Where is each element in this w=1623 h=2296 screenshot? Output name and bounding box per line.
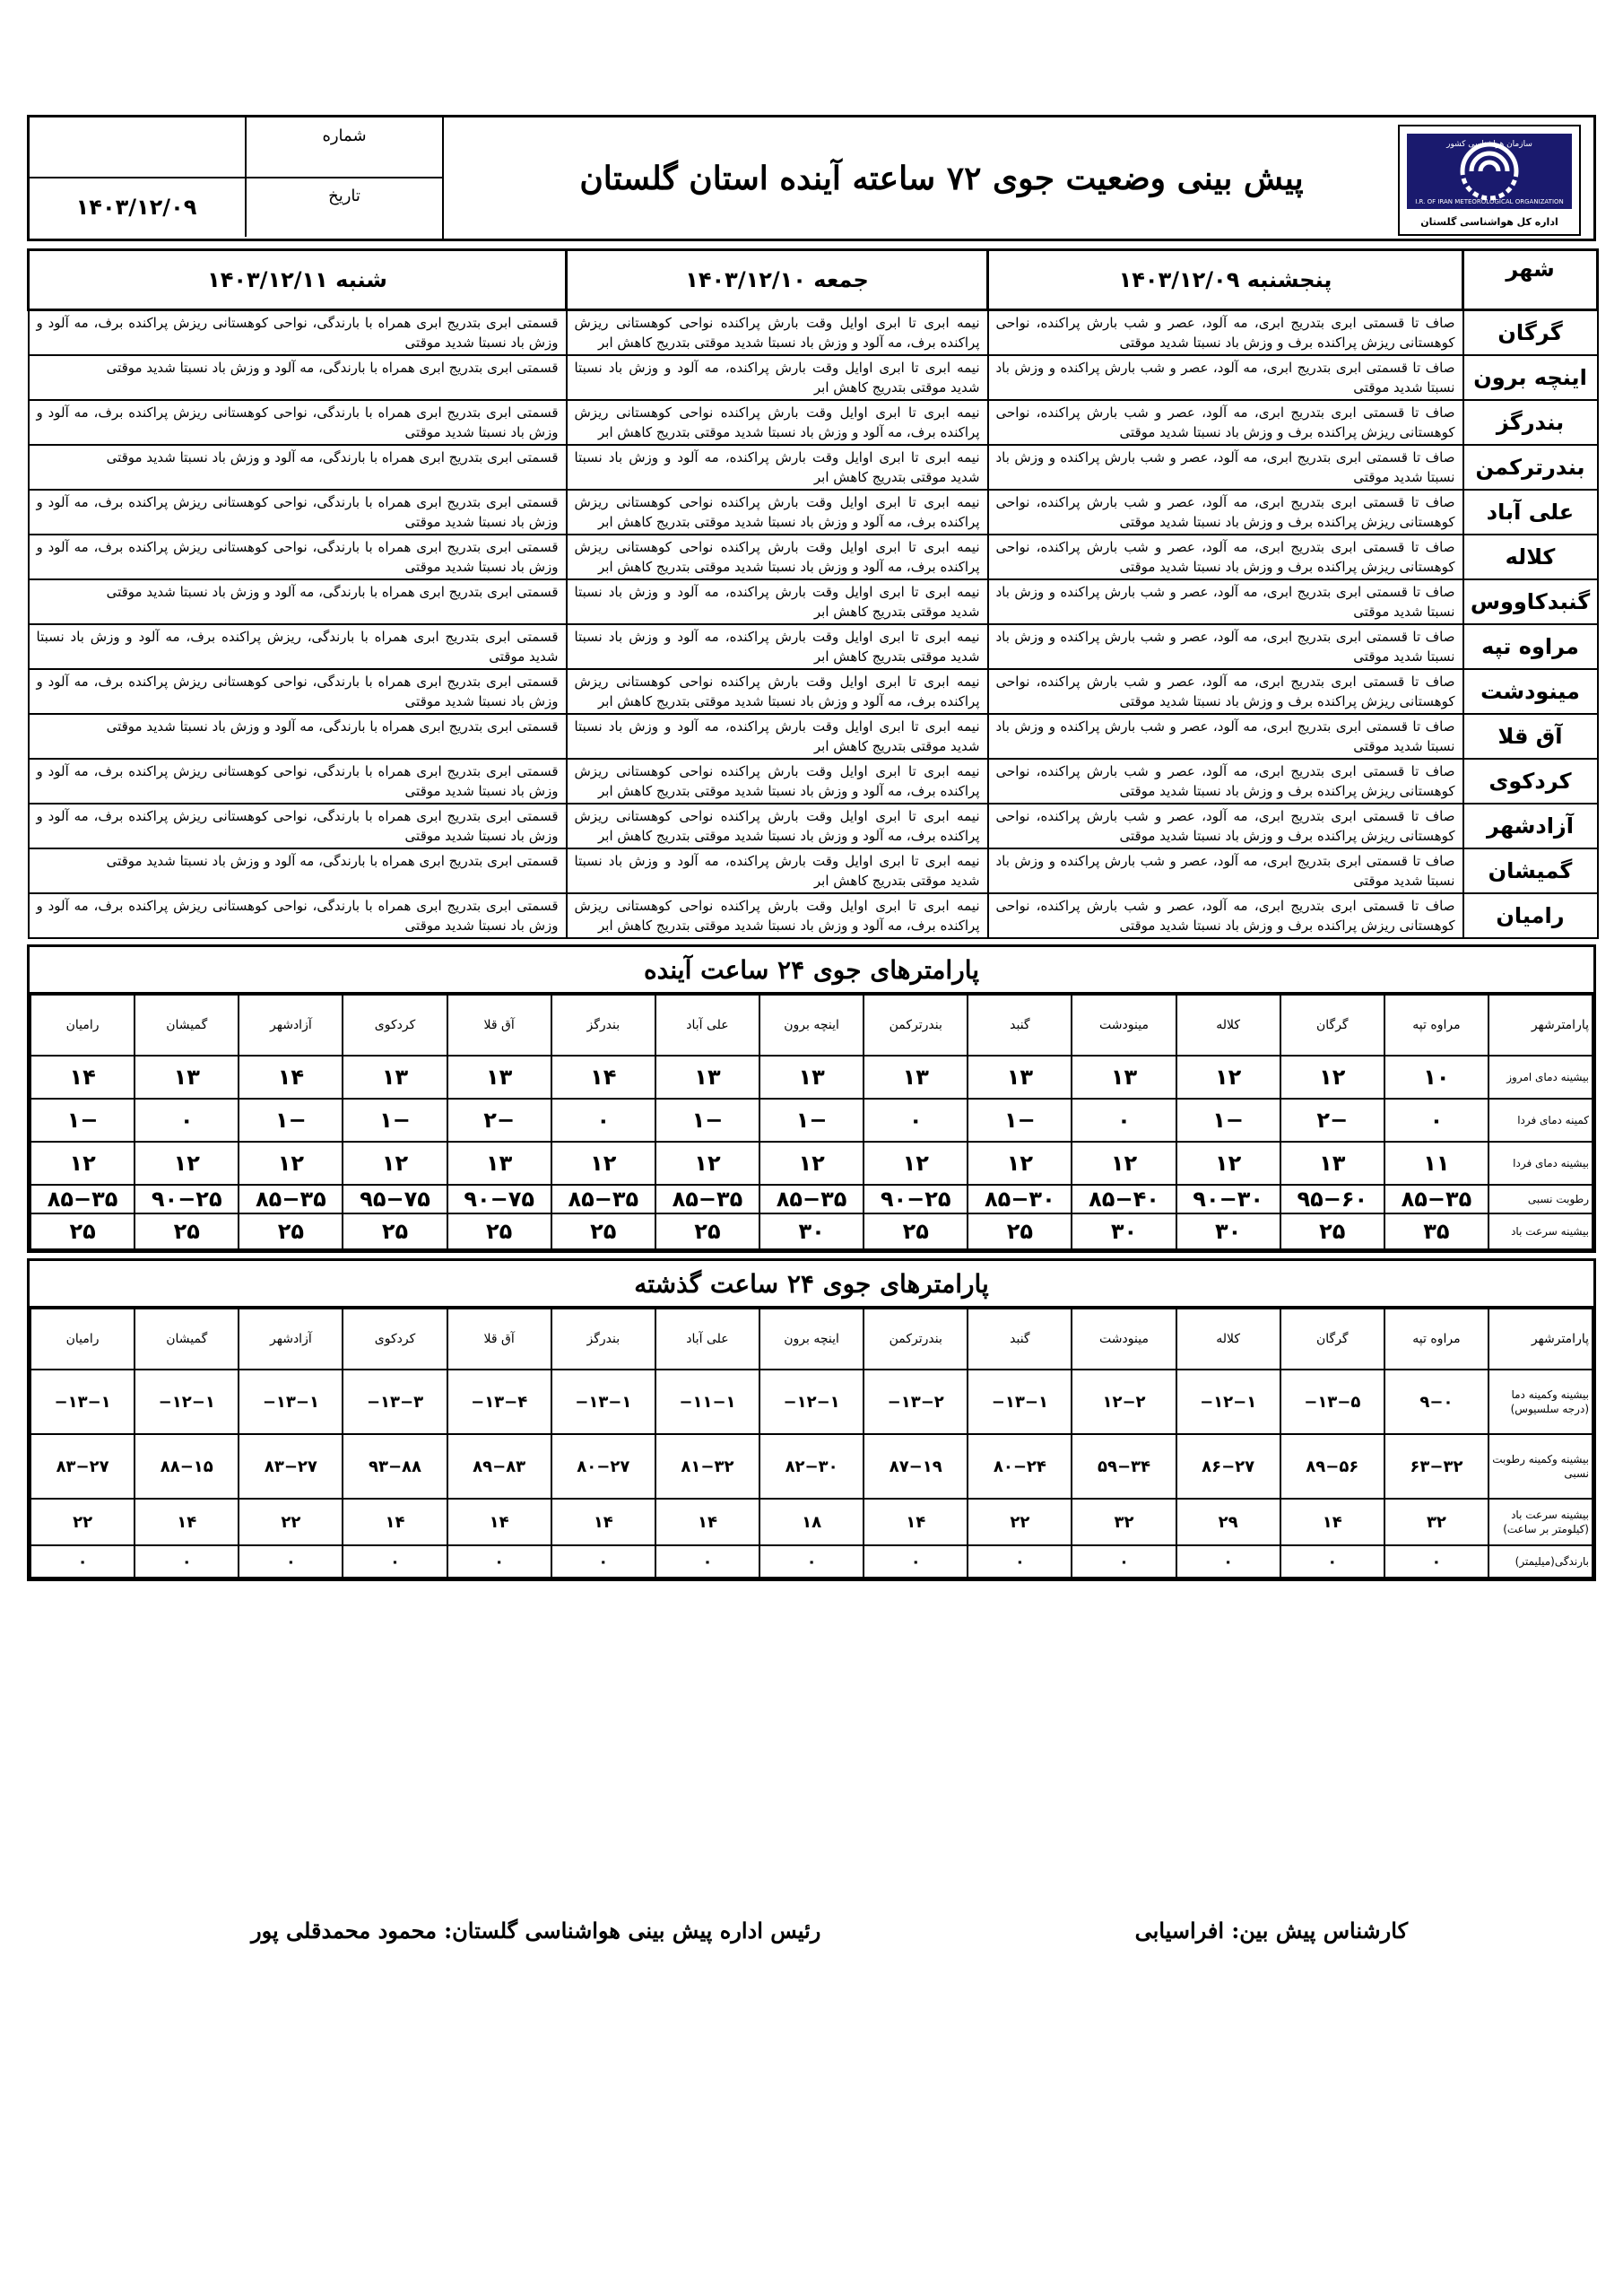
city-name: رامیان	[1463, 893, 1598, 938]
param-corner-label: پارامترشهر	[1488, 995, 1593, 1056]
param-value: ۱۴	[551, 1056, 655, 1099]
param-city-header: گرگان	[1280, 1309, 1384, 1370]
param-value: −۱	[968, 1099, 1072, 1142]
param-city-header: مینودشت	[1072, 1309, 1176, 1370]
param-value: ۹−۰	[1384, 1370, 1488, 1434]
param-value: ۹۵−۶۰	[1280, 1185, 1384, 1213]
day-header-1: پنجشنبه ۱۴۰۳/۱۲/۰۹	[988, 250, 1463, 310]
city-name: آزادشهر	[1463, 804, 1598, 848]
doc-meta	[30, 117, 444, 239]
param-value: ۱۲−۱−	[759, 1370, 864, 1434]
past24-section	[27, 1258, 1596, 1581]
param-city-header: گنبد	[968, 995, 1072, 1056]
forecaster-name: کارشناس پیش بین: افراسیابی	[1134, 1918, 1408, 1944]
param-value: ۱۰	[1384, 1056, 1488, 1099]
param-value: ۱۳	[1072, 1056, 1176, 1099]
param-value: ۱۲	[968, 1142, 1072, 1185]
param-value: ۰	[447, 1545, 551, 1578]
param-value: ۲۵	[135, 1213, 239, 1249]
param-value: −۲	[447, 1099, 551, 1142]
param-value: ۸۱−۳۲	[655, 1434, 759, 1499]
forecast-day2: نیمه ابری تا ابری اوایل وقت بارش پراکنده نواحی کوهستانی ریزش پراکنده برف، مه آلود و وزش باد نسبتا شدید موقتی بتدریج کاهش ابر	[567, 400, 988, 445]
param-label: بیشینه سرعت باد (کیلومتر بر ساعت)	[1488, 1499, 1593, 1545]
param-value: ۱۲	[759, 1142, 864, 1185]
param-city-header: اینچه برون	[759, 995, 864, 1056]
forecast-row	[29, 804, 1598, 848]
forecast-day1: صاف تا قسمتی ابری بتدریج ابری، مه آلود، عصر و شب بارش پراکنده و وزش باد نسبتا شدید موقتی	[988, 624, 1463, 669]
param-value: ۱۳−۱−	[30, 1370, 135, 1434]
param-value: ۱۳	[135, 1056, 239, 1099]
param-value: ۹۰−۳۰	[1176, 1185, 1280, 1213]
forecast-day1: صاف تا قسمتی ابری بتدریج ابری، مه آلود، عصر و شب بارش پراکنده و وزش باد نسبتا شدید موقتی	[988, 848, 1463, 893]
forecast-day3: قسمتی ابری بتدریج ابری همراه با بارندگی، نواحی کوهستانی ریزش پراکنده برف، مه آلود و وزش باد نسبتا شدید موقتی	[29, 535, 567, 579]
param-label: بیشینه دمای امروز	[1488, 1056, 1593, 1099]
param-value: ۳۰	[1176, 1213, 1280, 1249]
param-value: ۱۴	[239, 1056, 343, 1099]
forecast-day2: نیمه ابری تا ابری اوایل وقت بارش پراکنده، مه آلود و وزش باد نسبتا شدید موقتی بتدریج کاهش ابر	[567, 624, 988, 669]
param-value: ۱۳−۱−	[239, 1370, 343, 1434]
param-value: ۲۵	[1280, 1213, 1384, 1249]
param-value: ۱۴	[1280, 1499, 1384, 1545]
param-value: ۰	[759, 1545, 864, 1578]
param-value: ۱۲−۱−	[135, 1370, 239, 1434]
param-value: ۸۵−۴۰	[1072, 1185, 1176, 1213]
param-value: ۸۵−۳۵	[759, 1185, 864, 1213]
param-value: ۲۵	[30, 1213, 135, 1249]
param-value: ۱۱	[1384, 1142, 1488, 1185]
param-city-header: بندرگز	[551, 995, 655, 1056]
param-value: −۱	[30, 1099, 135, 1142]
param-value: ۱۳	[655, 1056, 759, 1099]
page-header	[27, 115, 1596, 241]
param-city-header: آق قلا	[447, 1309, 551, 1370]
param-city-header: آزادشهر	[239, 1309, 343, 1370]
date-label: تاریخ	[245, 178, 442, 237]
param-value: ۸۷−۱۹	[864, 1434, 968, 1499]
forecast-row	[29, 759, 1598, 804]
param-row	[30, 1099, 1593, 1142]
param-value: ۱۱−۱−	[655, 1370, 759, 1434]
param-value: ۸۳−۲۷	[239, 1434, 343, 1499]
param-value: ۰	[864, 1545, 968, 1578]
forecast-day3: قسمتی ابری بتدریج ابری همراه با بارندگی، مه آلود و وزش باد نسبتا شدید موقتی	[29, 445, 567, 490]
param-row	[30, 1370, 1593, 1434]
param-value: ۲۵	[239, 1213, 343, 1249]
forecast-row	[29, 355, 1598, 400]
param-value: ۸۰−۲۴	[968, 1434, 1072, 1499]
forecast-day1: صاف تا قسمتی ابری بتدریج ابری، مه آلود، عصر و شب بارش پراکنده و وزش باد نسبتا شدید موقتی	[988, 445, 1463, 490]
param-label: بیشینه وکمینه دما (درجه سلسیوس)	[1488, 1370, 1593, 1434]
forecast-day2: نیمه ابری تا ابری اوایل وقت بارش پراکنده، مه آلود و وزش باد نسبتا شدید موقتی بتدریج کاهش ابر	[567, 355, 988, 400]
param-value: ۱۳	[968, 1056, 1072, 1099]
param-value: ۳۵	[1384, 1213, 1488, 1249]
param-label: بیشینه دمای فردا	[1488, 1142, 1593, 1185]
param-value: ۱۳	[447, 1056, 551, 1099]
param-city-header: بندرترکمن	[864, 1309, 968, 1370]
forecast-day1: صاف تا قسمتی ابری بتدریج ابری، مه آلود، عصر و شب بارش پراکنده، نواحی کوهستانی ریزش پراکنده برف و وزش باد نسبتا شدید موقتی	[988, 400, 1463, 445]
param-city-header: کلاله	[1176, 1309, 1280, 1370]
param-value: ۸۸−۱۵	[135, 1434, 239, 1499]
param-value: ۱۴	[447, 1499, 551, 1545]
param-value: −۱	[343, 1099, 447, 1142]
city-name: بندرگز	[1463, 400, 1598, 445]
day-header-3: شنبه ۱۴۰۳/۱۲/۱۱	[29, 250, 567, 310]
param-value: ۳۲	[1384, 1499, 1488, 1545]
param-city-header: آزادشهر	[239, 995, 343, 1056]
param-value: ۱۴	[30, 1056, 135, 1099]
svg-text:سازمان هواشناسی کشور: سازمان هواشناسی کشور	[1446, 140, 1532, 149]
param-value: ۲۵	[551, 1213, 655, 1249]
param-value: ۱۲	[551, 1142, 655, 1185]
param-city-header: علی آباد	[655, 995, 759, 1056]
param-value: −۱	[1176, 1099, 1280, 1142]
forecast-day3: قسمتی ابری بتدریج ابری همراه با بارندگی، مه آلود و وزش باد نسبتا شدید موقتی	[29, 355, 567, 400]
param-city-header: مراوه تپه	[1384, 1309, 1488, 1370]
forecast-day2: نیمه ابری تا ابری اوایل وقت بارش پراکنده، مه آلود و وزش باد نسبتا شدید موقتی بتدریج کاهش ابر	[567, 445, 988, 490]
param-city-header: گمیشان	[135, 1309, 239, 1370]
param-value: −۱	[239, 1099, 343, 1142]
forecast-row	[29, 848, 1598, 893]
param-value: ۱۲	[1176, 1056, 1280, 1099]
param-value: ۱۲	[655, 1142, 759, 1185]
forecast-day1: صاف تا قسمتی ابری بتدریج ابری، مه آلود، عصر و شب بارش پراکنده، نواحی کوهستانی ریزش پراکنده برف و وزش باد نسبتا شدید موقتی	[988, 490, 1463, 535]
param-city-header: آق قلا	[447, 995, 551, 1056]
param-value: ۰	[343, 1545, 447, 1578]
number-value	[30, 117, 243, 177]
city-name: کلاله	[1463, 535, 1598, 579]
param-city-header: بندرترکمن	[864, 995, 968, 1056]
forecast-day2: نیمه ابری تا ابری اوایل وقت بارش پراکنده نواحی کوهستانی ریزش پراکنده برف، مه آلود و وزش باد نسبتا شدید موقتی بتدریج کاهش ابر	[567, 310, 988, 356]
page-footer	[27, 1918, 1596, 1962]
forecast-day3: قسمتی ابری بتدریج ابری همراه با بارندگی، نواحی کوهستانی ریزش پراکنده برف، مه آلود و وزش باد نسبتا شدید موقتی	[29, 490, 567, 535]
param-value: ۲۵	[343, 1213, 447, 1249]
param-value: ۱۳	[1280, 1142, 1384, 1185]
param-value: ۳۰	[759, 1213, 864, 1249]
param-value: ۲۲	[968, 1499, 1072, 1545]
param-city-header: مینودشت	[1072, 995, 1176, 1056]
param-value: ۲۵	[968, 1213, 1072, 1249]
param-value: −۱	[759, 1099, 864, 1142]
param-row	[30, 1185, 1593, 1213]
param-value: ۸۵−۳۵	[551, 1185, 655, 1213]
param-value: ۱۳	[759, 1056, 864, 1099]
forecast-day3: قسمتی ابری بتدریج ابری همراه با بارندگی، نواحی کوهستانی ریزش پراکنده برف، مه آلود و وزش باد نسبتا شدید موقتی	[29, 669, 567, 714]
param-value: ۹۰−۷۵	[447, 1185, 551, 1213]
forecast-row	[29, 579, 1598, 624]
forecast-day3: قسمتی ابری بتدریج ابری همراه با بارندگی، مه آلود و وزش باد نسبتا شدید موقتی	[29, 848, 567, 893]
city-name: اینچه برون	[1463, 355, 1598, 400]
forecast-day3: قسمتی ابری بتدریج ابری همراه با بارندگی، مه آلود و وزش باد نسبتا شدید موقتی	[29, 579, 567, 624]
param-value: ۱۴	[864, 1499, 968, 1545]
param-value: ۸۵−۳۵	[239, 1185, 343, 1213]
param-value: ۱۲	[1280, 1056, 1384, 1099]
param-label: بیشینه وکمینه رطوبت نسبی	[1488, 1434, 1593, 1499]
param-value: ۸۶−۲۷	[1176, 1434, 1280, 1499]
param-row	[30, 1434, 1593, 1499]
param-city-header: گرگان	[1280, 995, 1384, 1056]
param-value: ۱۳−۱−	[551, 1370, 655, 1434]
param-value: ۱۳−۴−	[447, 1370, 551, 1434]
param-value: ۸۰−۲۷	[551, 1434, 655, 1499]
param-value: −۱	[655, 1099, 759, 1142]
forecast-day2: نیمه ابری تا ابری اوایل وقت بارش پراکنده، مه آلود و وزش باد نسبتا شدید موقتی بتدریج کاهش ابر	[567, 579, 988, 624]
param-value: ۱۲	[343, 1142, 447, 1185]
param-value: ۸۵−۳۵	[655, 1185, 759, 1213]
forecast-row	[29, 445, 1598, 490]
param-value: ۹۰−۲۵	[864, 1185, 968, 1213]
param-value: ۶۳−۳۲	[1384, 1434, 1488, 1499]
forecast-day1: صاف تا قسمتی ابری بتدریج ابری، مه آلود، عصر و شب بارش پراکنده و وزش باد نسبتا شدید موقتی	[988, 355, 1463, 400]
forecast-day3: قسمتی ابری بتدریج ابری همراه با بارندگی، نواحی کوهستانی ریزش پراکنده برف، مه آلود و وزش باد نسبتا شدید موقتی	[29, 400, 567, 445]
param-row	[30, 1056, 1593, 1099]
param-value: ۱۳−۱−	[968, 1370, 1072, 1434]
param-value: ۸۹−۸۳	[447, 1434, 551, 1499]
param-value: ۰	[551, 1545, 655, 1578]
param-value: ۱۸	[759, 1499, 864, 1545]
param-city-header: علی آباد	[655, 1309, 759, 1370]
forecast-day3: قسمتی ابری بتدریج ابری همراه با بارندگی، مه آلود و وزش باد نسبتا شدید موقتی	[29, 714, 567, 759]
param-value: ۵۹−۳۴	[1072, 1434, 1176, 1499]
param-value: ۱۳	[447, 1142, 551, 1185]
city-name: گمیشان	[1463, 848, 1598, 893]
param-value: ۱۴	[551, 1499, 655, 1545]
forecast-header-row	[29, 250, 1598, 310]
param-city-header: کردکوی	[343, 1309, 447, 1370]
param-city-header: اینچه برون	[759, 1309, 864, 1370]
city-name: کردکوی	[1463, 759, 1598, 804]
forecast-day2: نیمه ابری تا ابری اوایل وقت بارش پراکنده، مه آلود و وزش باد نسبتا شدید موقتی بتدریج کاهش ابر	[567, 714, 988, 759]
param-value: ۰	[864, 1099, 968, 1142]
forecast-row	[29, 310, 1598, 356]
forecast-row	[29, 669, 1598, 714]
param-value: ۰	[551, 1099, 655, 1142]
number-label: شماره	[245, 117, 442, 177]
forecast-row	[29, 490, 1598, 535]
param-header-row	[30, 995, 1593, 1056]
param-value: ۰	[1384, 1099, 1488, 1142]
forecast-day1: صاف تا قسمتی ابری بتدریج ابری، مه آلود، عصر و شب بارش پراکنده و وزش باد نسبتا شدید موقتی	[988, 714, 1463, 759]
param-value: ۰	[1072, 1099, 1176, 1142]
forecast-day3: قسمتی ابری بتدریج ابری همراه با بارندگی، نواحی کوهستانی ریزش پراکنده برف، مه آلود و وزش باد نسبتا شدید موقتی	[29, 310, 567, 356]
param-header-row	[30, 1309, 1593, 1370]
forecast-day1: صاف تا قسمتی ابری بتدریج ابری، مه آلود، عصر و شب بارش پراکنده و وزش باد نسبتا شدید موقتی	[988, 579, 1463, 624]
forecast-day3: قسمتی ابری بتدریج ابری همراه با بارندگی، نواحی کوهستانی ریزش پراکنده برف، مه آلود و وزش باد نسبتا شدید موقتی	[29, 893, 567, 938]
param-value: ۱۲	[239, 1142, 343, 1185]
param-value: ۰	[655, 1545, 759, 1578]
city-name: مراوه تپه	[1463, 624, 1598, 669]
forecast-day2: نیمه ابری تا ابری اوایل وقت بارش پراکنده نواحی کوهستانی ریزش پراکنده برف، مه آلود و وزش باد نسبتا شدید موقتی بتدریج کاهش ابر	[567, 804, 988, 848]
forecast-day3: قسمتی ابری بتدریج ابری همراه با بارندگی، ریزش پراکنده برف، مه آلود و وزش باد نسبتا شدید موقتی	[29, 624, 567, 669]
param-row	[30, 1545, 1593, 1578]
param-value: −۲	[1280, 1099, 1384, 1142]
city-name: بندرترکمن	[1463, 445, 1598, 490]
param-value: ۹۵−۷۵	[343, 1185, 447, 1213]
param-value: ۱۴	[343, 1499, 447, 1545]
param-value: ۰	[239, 1545, 343, 1578]
forecast-day1: صاف تا قسمتی ابری بتدریج ابری، مه آلود، عصر و شب بارش پراکنده، نواحی کوهستانی ریزش پراکنده برف و وزش باد نسبتا شدید موقتی	[988, 310, 1463, 356]
forecast-day2: نیمه ابری تا ابری اوایل وقت بارش پراکنده نواحی کوهستانی ریزش پراکنده برف، مه آلود و وزش باد نسبتا شدید موقتی بتدریج کاهش ابر	[567, 535, 988, 579]
city-name: گنبدکاووس	[1463, 579, 1598, 624]
next24-title: پارامترهای جوی ۲۴ ساعت آینده	[30, 947, 1593, 994]
param-label: بارندگی(میلیمتر)	[1488, 1545, 1593, 1578]
forecast-day2: نیمه ابری تا ابری اوایل وقت بارش پراکنده نواحی کوهستانی ریزش پراکنده برف، مه آلود و وزش باد نسبتا شدید موقتی بتدریج کاهش ابر	[567, 490, 988, 535]
param-city-header: مراوه تپه	[1384, 995, 1488, 1056]
param-city-header: بندرگز	[551, 1309, 655, 1370]
date-value: ۱۴۰۳/۱۲/۰۹	[75, 195, 197, 220]
forecast-day1: صاف تا قسمتی ابری بتدریج ابری، مه آلود، عصر و شب بارش پراکنده، نواحی کوهستانی ریزش پراکنده برف و وزش باد نسبتا شدید موقتی	[988, 804, 1463, 848]
past24-title: پارامترهای جوی ۲۴ ساعت گذشته	[30, 1261, 1593, 1308]
param-value: ۰	[1384, 1545, 1488, 1578]
forecast-day1: صاف تا قسمتی ابری بتدریج ابری، مه آلود، عصر و شب بارش پراکنده، نواحی کوهستانی ریزش پراکنده برف و وزش باد نسبتا شدید موقتی	[988, 893, 1463, 938]
forecast-day3: قسمتی ابری بتدریج ابری همراه با بارندگی، نواحی کوهستانی ریزش پراکنده برف، مه آلود و وزش باد نسبتا شدید موقتی	[29, 759, 567, 804]
forecast-day1: صاف تا قسمتی ابری بتدریج ابری، مه آلود، عصر و شب بارش پراکنده، نواحی کوهستانی ریزش پراکنده برف و وزش باد نسبتا شدید موقتی	[988, 535, 1463, 579]
param-value: ۱۲	[30, 1142, 135, 1185]
param-city-header: کردکوی	[343, 995, 447, 1056]
param-value: ۰	[135, 1099, 239, 1142]
param-value: ۱۲	[1176, 1142, 1280, 1185]
forecast-row	[29, 893, 1598, 938]
param-value: ۲۲	[239, 1499, 343, 1545]
forecast-row	[29, 624, 1598, 669]
organization-logo	[1398, 125, 1581, 236]
city-name: مینودشت	[1463, 669, 1598, 714]
forecast-day2: نیمه ابری تا ابری اوایل وقت بارش پراکنده نواحی کوهستانی ریزش پراکنده برف، مه آلود و وزش باد نسبتا شدید موقتی بتدریج کاهش ابر	[567, 669, 988, 714]
param-value: ۰	[30, 1545, 135, 1578]
param-city-header: رامیان	[30, 1309, 135, 1370]
page-title: پیش بینی وضعیت جوی ۷۲ ساعته آینده استان گلستان	[579, 159, 1304, 197]
param-value: ۹۰−۲۵	[135, 1185, 239, 1213]
param-value: ۲۵	[447, 1213, 551, 1249]
forecast-day2: نیمه ابری تا ابری اوایل وقت بارش پراکنده نواحی کوهستانی ریزش پراکنده برف، مه آلود و وزش باد نسبتا شدید موقتی بتدریج کاهش ابر	[567, 759, 988, 804]
param-value: ۸۹−۵۶	[1280, 1434, 1384, 1499]
param-label: بیشینه سرعت باد	[1488, 1213, 1593, 1249]
next24-table	[30, 994, 1593, 1250]
param-value: ۱۳−۳−	[343, 1370, 447, 1434]
forecast-page	[27, 115, 1596, 1581]
forecast-day2: نیمه ابری تا ابری اوایل وقت بارش پراکنده نواحی کوهستانی ریزش پراکنده برف، مه آلود و وزش باد نسبتا شدید موقتی بتدریج کاهش ابر	[567, 893, 988, 938]
param-city-header: گمیشان	[135, 995, 239, 1056]
param-row	[30, 1142, 1593, 1185]
city-name: گرگان	[1463, 310, 1598, 356]
param-row	[30, 1499, 1593, 1545]
param-label: کمینه دمای فردا	[1488, 1099, 1593, 1142]
param-value: ۱۲	[135, 1142, 239, 1185]
forecast-row	[29, 714, 1598, 759]
param-value: ۱۴	[655, 1499, 759, 1545]
param-value: ۱۲−۱−	[1176, 1370, 1280, 1434]
param-value: ۸۵−۳۵	[30, 1185, 135, 1213]
forecast-row	[29, 535, 1598, 579]
past24-table	[30, 1308, 1593, 1578]
forecast-row	[29, 400, 1598, 445]
param-city-header: رامیان	[30, 995, 135, 1056]
param-value: ۸۳−۲۷	[30, 1434, 135, 1499]
param-value: ۱۳	[343, 1056, 447, 1099]
param-city-header: گنبد	[968, 1309, 1072, 1370]
param-value: ۱۳−۲−	[864, 1370, 968, 1434]
param-value: ۲۵	[864, 1213, 968, 1249]
param-value: ۱۳−۵−	[1280, 1370, 1384, 1434]
forecast-table	[27, 248, 1599, 939]
forecast-day1: صاف تا قسمتی ابری بتدریج ابری، مه آلود، عصر و شب بارش پراکنده، نواحی کوهستانی ریزش پراکنده برف و وزش باد نسبتا شدید موقتی	[988, 669, 1463, 714]
param-value: ۸۵−۳۰	[968, 1185, 1072, 1213]
param-value: ۱۲−۲	[1072, 1370, 1176, 1434]
param-value: ۰	[968, 1545, 1072, 1578]
param-value: ۱۴	[135, 1499, 239, 1545]
param-value: ۱۲	[1072, 1142, 1176, 1185]
param-value: ۲۵	[655, 1213, 759, 1249]
param-value: ۲۹	[1176, 1499, 1280, 1545]
forecast-day3: قسمتی ابری بتدریج ابری همراه با بارندگی، نواحی کوهستانی ریزش پراکنده برف، مه آلود و وزش باد نسبتا شدید موقتی	[29, 804, 567, 848]
next24-section	[27, 944, 1596, 1253]
svg-text:I.R. OF IRAN METEOROLOGICAL OR: I.R. OF IRAN METEOROLOGICAL ORGANIZATION	[1415, 198, 1564, 205]
svg-text:اداره کل هواشناسی گلستان: اداره کل هواشناسی گلستان	[1420, 216, 1558, 228]
param-value: ۳۰	[1072, 1213, 1176, 1249]
day-header-2: جمعه ۱۴۰۳/۱۲/۱۰	[567, 250, 988, 310]
param-value: ۹۳−۸۸	[343, 1434, 447, 1499]
city-name: آق قلا	[1463, 714, 1598, 759]
param-value: ۸۵−۳۵	[1384, 1185, 1488, 1213]
param-value: ۰	[1176, 1545, 1280, 1578]
forecast-day2: نیمه ابری تا ابری اوایل وقت بارش پراکنده، مه آلود و وزش باد نسبتا شدید موقتی بتدریج کاهش ابر	[567, 848, 988, 893]
param-value: ۱۲	[864, 1142, 968, 1185]
department-head-name: رئیس اداره پیش بینی هواشناسی گلستان: محمود محمدقلی پور	[251, 1918, 821, 1944]
param-value: ۰	[1072, 1545, 1176, 1578]
city-column-label: شهر	[1463, 250, 1598, 310]
param-value: ۲۲	[30, 1499, 135, 1545]
logo-graphic	[1400, 126, 1579, 234]
param-value: ۰	[135, 1545, 239, 1578]
param-value: ۱۳	[864, 1056, 968, 1099]
param-value: ۳۲	[1072, 1499, 1176, 1545]
param-value: ۰	[1280, 1545, 1384, 1578]
param-label: رطوبت نسبی	[1488, 1185, 1593, 1213]
forecast-day1: صاف تا قسمتی ابری بتدریج ابری، مه آلود، عصر و شب بارش پراکنده، نواحی کوهستانی ریزش پراکنده برف و وزش باد نسبتا شدید موقتی	[988, 759, 1463, 804]
param-row	[30, 1213, 1593, 1249]
param-corner-label: پارامترشهر	[1488, 1309, 1593, 1370]
param-value: ۸۲−۳۰	[759, 1434, 864, 1499]
param-city-header: کلاله	[1176, 995, 1280, 1056]
city-name: علی آباد	[1463, 490, 1598, 535]
